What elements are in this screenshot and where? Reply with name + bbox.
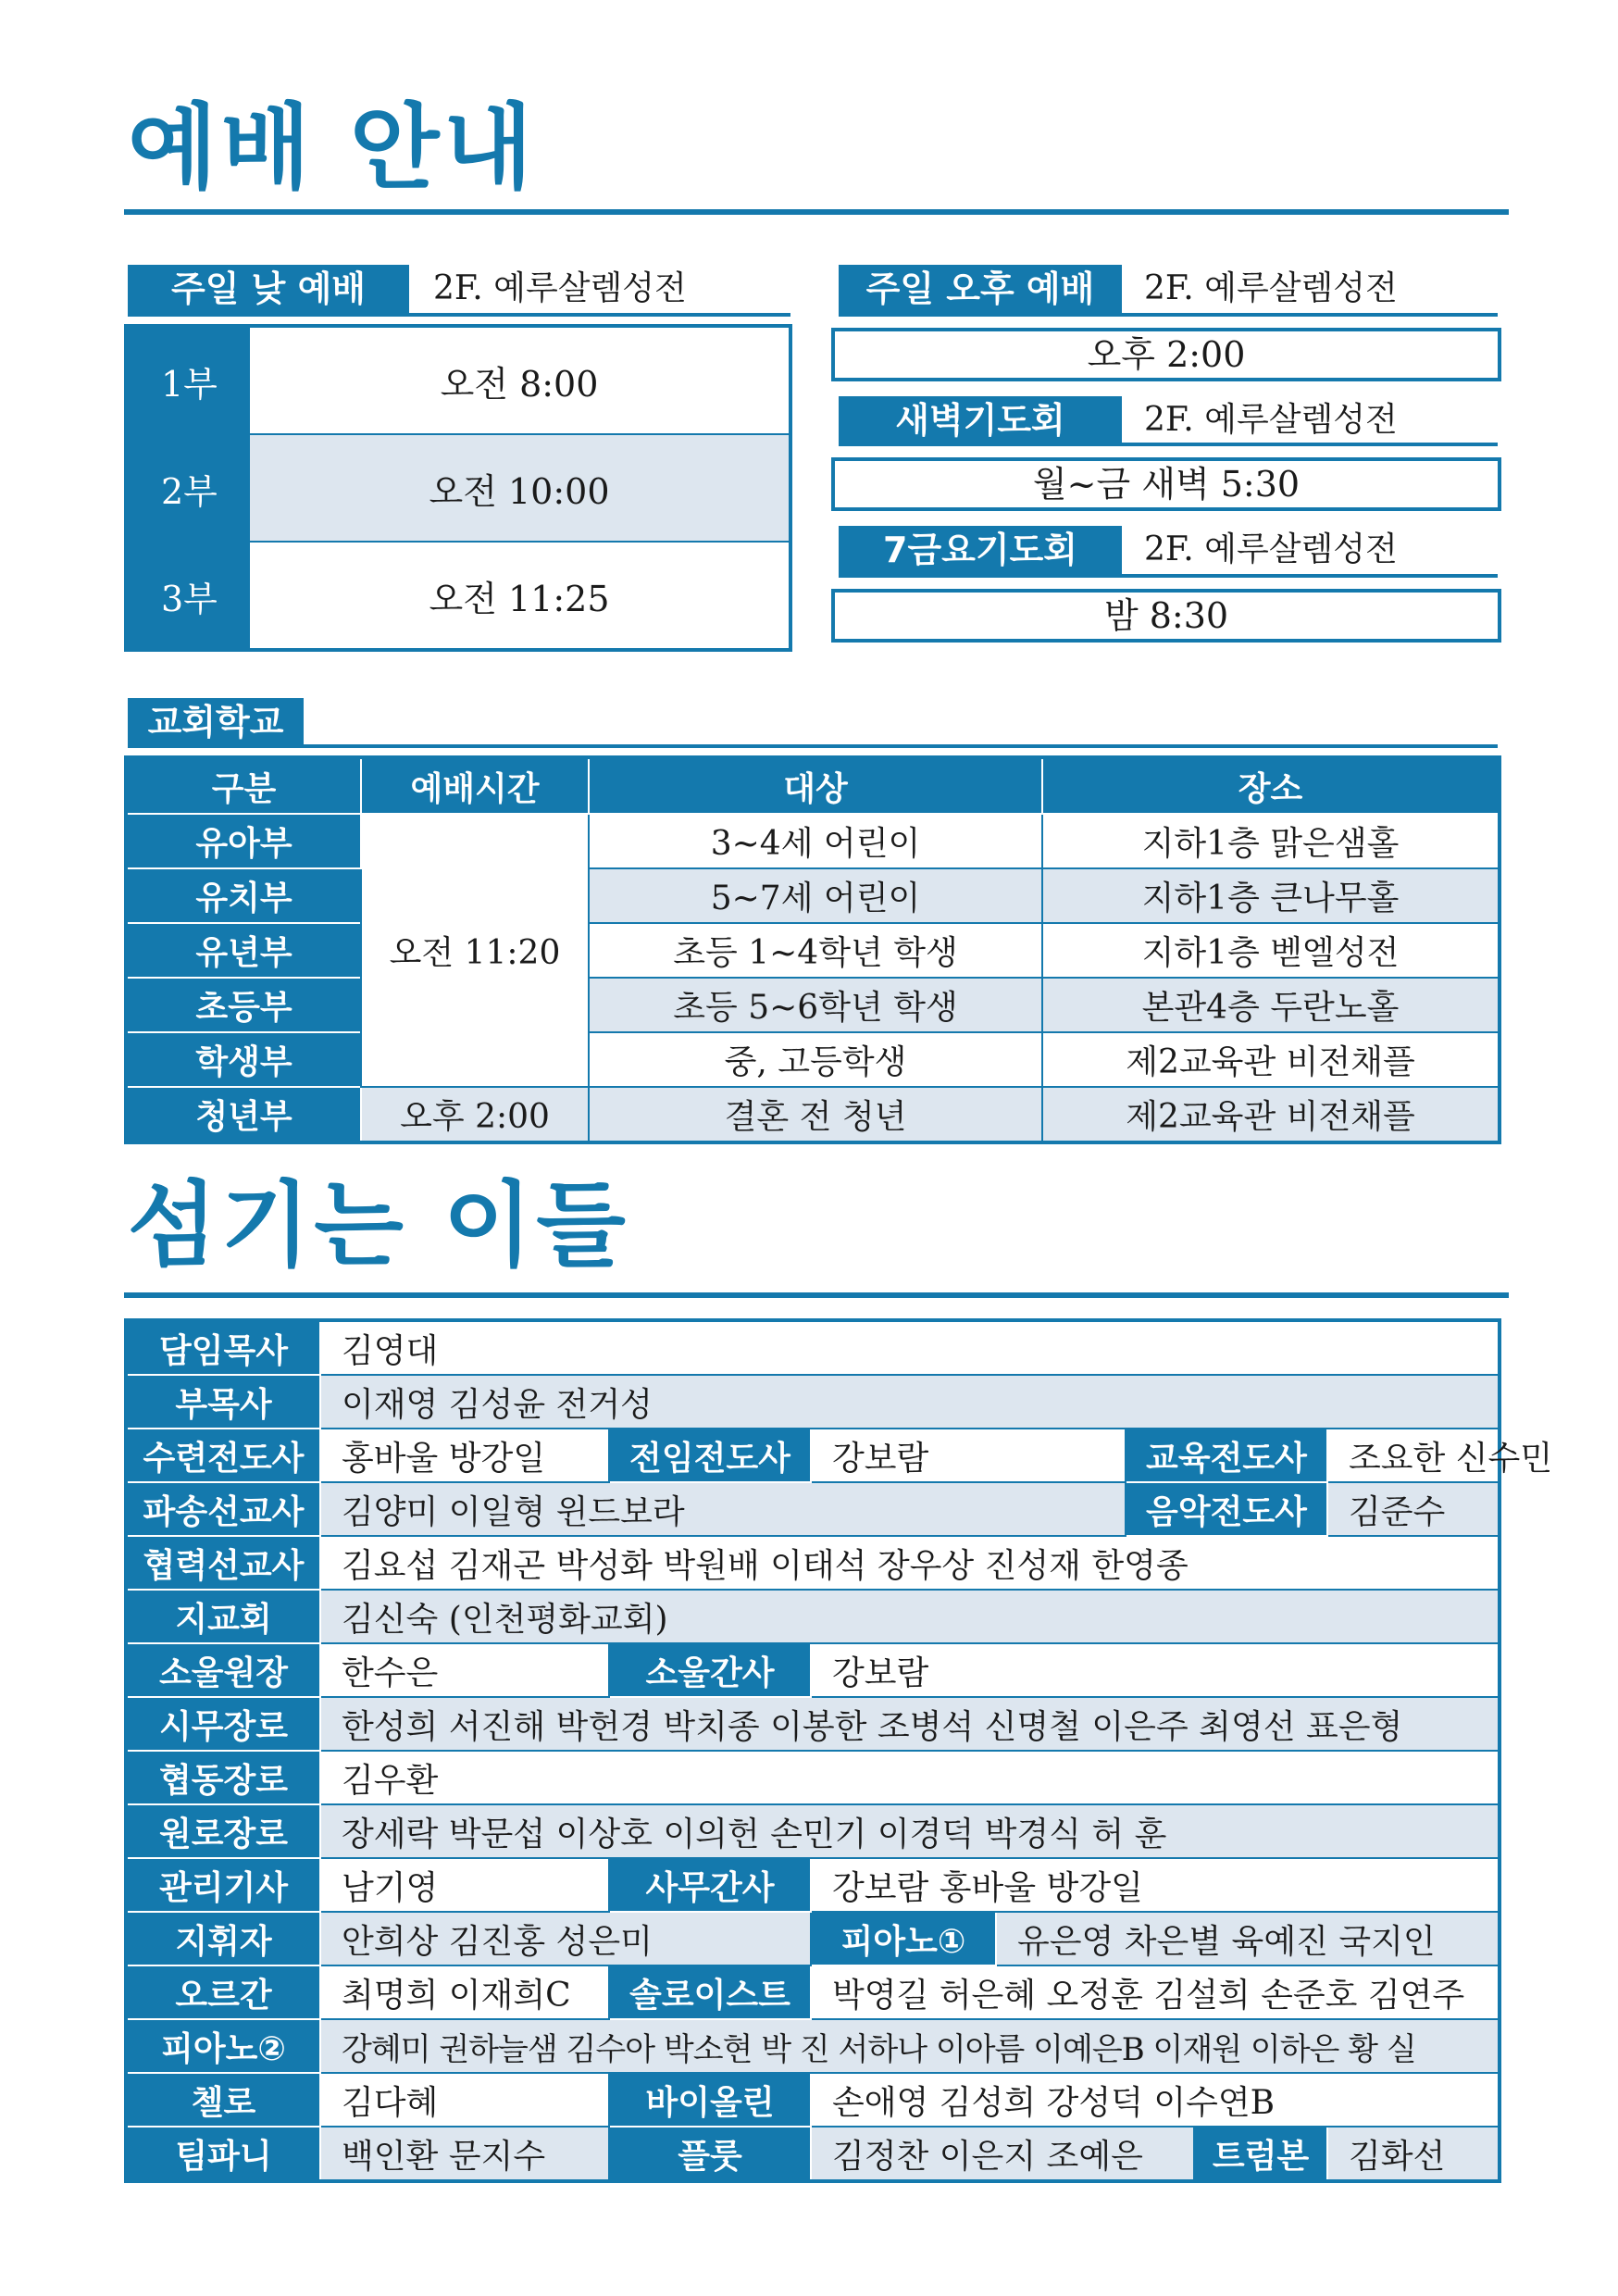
service-row — [126, 434, 790, 542]
role-names: 강보람 — [811, 1643, 1500, 1697]
school-row — [126, 868, 1500, 923]
school-place: 제2교육관 비전채플 — [1042, 1087, 1500, 1142]
school-time: 오전 11:20 — [361, 814, 589, 1087]
role-label: 지휘자 — [126, 1912, 320, 1965]
worship-title: 예배 안내 — [128, 94, 537, 202]
school-target: 5~7세 어린이 — [589, 868, 1042, 923]
sunday-day-table — [124, 324, 792, 652]
role-label: 첼로 — [126, 2073, 320, 2127]
header-time: 예배시간 — [361, 757, 589, 814]
role-names: 장세락 박문섭 이상호 이의헌 손민기 이경덕 박경식 허 훈 — [320, 1804, 1500, 1858]
servers-row — [126, 1858, 1500, 1912]
school-header-row — [126, 757, 1500, 814]
role-label: 시무장로 — [126, 1697, 320, 1751]
role-names: 남기영 — [320, 1858, 609, 1912]
sunday-pm-time: 오후 2:00 — [831, 328, 1501, 381]
header-place: 장소 — [1042, 757, 1500, 814]
role-label: 협동장로 — [126, 1751, 320, 1804]
role-names: 김양미 이일형 윈드보라 — [320, 1482, 1126, 1536]
role-label: 소울간사 — [609, 1643, 811, 1697]
school-dept: 학생부 — [126, 1032, 361, 1087]
role-label: 오르간 — [126, 1965, 320, 2019]
role-names: 안희상 김진홍 성은미 — [320, 1912, 811, 1965]
role-label: 팀파니 — [126, 2127, 320, 2181]
dawn-label: 새벽기도회 — [839, 396, 1122, 444]
servers-row — [126, 2019, 1500, 2073]
servers-row — [126, 1375, 1500, 1429]
service-part: 2부 — [126, 434, 249, 542]
sunday-pm-location: 2F. 예루살렘성전 — [1144, 269, 1398, 307]
servers-rule — [124, 1292, 1509, 1298]
friday-label: 7금요기도회 — [839, 526, 1122, 574]
servers-row — [126, 1912, 1500, 1965]
role-label: 관리기사 — [126, 1858, 320, 1912]
servers-row — [126, 2127, 1500, 2181]
friday-time: 밤 8:30 — [831, 589, 1501, 643]
role-label: 협력선교사 — [126, 1536, 320, 1590]
role-label: 부목사 — [126, 1375, 320, 1429]
dawn-time: 월~금 새벽 5:30 — [831, 457, 1501, 511]
friday-underline — [839, 574, 1498, 578]
role-names: 이재영 김성윤 전거성 — [320, 1375, 1500, 1429]
school-row — [126, 1087, 1500, 1142]
role-label: 교육전도사 — [1126, 1429, 1327, 1482]
school-underline — [128, 744, 1498, 748]
role-names: 박영길 허은혜 오정훈 김설희 손준호 김연주 — [811, 1965, 1500, 2019]
school-row — [126, 814, 1500, 868]
school-place: 지하1층 맑은샘홀 — [1042, 814, 1500, 868]
servers-row — [126, 1965, 1500, 2019]
servers-row — [126, 1536, 1500, 1590]
school-row — [126, 978, 1500, 1032]
service-part: 1부 — [126, 326, 249, 434]
role-label: 담임목사 — [126, 1320, 320, 1375]
role-names: 강보람 홍바울 방강일 — [811, 1858, 1500, 1912]
role-label: 피아노① — [811, 1912, 996, 1965]
role-names: 홍바울 방강일 — [320, 1429, 609, 1482]
header-dept: 구분 — [126, 757, 361, 814]
title-rule — [124, 209, 1509, 215]
role-label: 사무간사 — [609, 1858, 811, 1912]
role-label: 음악전도사 — [1126, 1482, 1327, 1536]
servers-row — [126, 1590, 1500, 1643]
dawn-underline — [839, 443, 1498, 446]
school-time: 오후 2:00 — [361, 1087, 589, 1142]
header-target: 대상 — [589, 757, 1042, 814]
role-label: 소울원장 — [126, 1643, 320, 1697]
servers-row — [126, 1697, 1500, 1751]
role-label: 원로장로 — [126, 1804, 320, 1858]
role-names: 한수은 — [320, 1643, 609, 1697]
sunday-day-label: 주일 낮 예배 — [128, 265, 409, 313]
role-label: 수련전도사 — [126, 1429, 320, 1482]
role-label: 파송선교사 — [126, 1482, 320, 1536]
school-dept: 초등부 — [126, 978, 361, 1032]
role-names: 김준수 — [1327, 1482, 1500, 1536]
role-names: 한성희 서진해 박헌경 박치종 이봉한 조병석 신명철 이은주 최영선 표은형 — [320, 1697, 1500, 1751]
servers-row — [126, 1429, 1500, 1482]
school-dept: 청년부 — [126, 1087, 361, 1142]
sunday-pm-underline — [839, 313, 1498, 317]
school-target: 중, 고등학생 — [589, 1032, 1042, 1087]
role-names: 손애영 김성희 강성덕 이수연B — [811, 2073, 1500, 2127]
role-names: 김요섭 김재곤 박성화 박원배 이태석 장우상 진성재 한영종 — [320, 1536, 1500, 1590]
service-time: 오전 11:25 — [249, 542, 790, 650]
school-dept: 유치부 — [126, 868, 361, 923]
role-names: 김정찬 이은지 조예은 — [811, 2127, 1194, 2181]
role-names: 김영대 — [320, 1320, 1500, 1375]
sunday-pm-label: 주일 오후 예배 — [839, 265, 1122, 313]
sunday-day-location: 2F. 예루살렘성전 — [433, 269, 687, 307]
school-target: 3~4세 어린이 — [589, 814, 1042, 868]
service-time: 오전 8:00 — [249, 326, 790, 434]
role-names: 조요한 신수민 — [1327, 1429, 1500, 1482]
role-names: 김우환 — [320, 1751, 1500, 1804]
role-label: 바이올린 — [609, 2073, 811, 2127]
school-table — [124, 755, 1501, 1144]
role-names: 강보람 — [811, 1429, 1126, 1482]
role-names: 김화선 — [1327, 2127, 1500, 2181]
school-place: 지하1층 벧엘성전 — [1042, 923, 1500, 978]
servers-row — [126, 2073, 1500, 2127]
school-label: 교회학교 — [128, 698, 304, 746]
role-label: 트럼본 — [1194, 2127, 1327, 2181]
dawn-location: 2F. 예루살렘성전 — [1144, 401, 1398, 439]
role-label: 전임전도사 — [609, 1429, 811, 1482]
service-time: 오전 10:00 — [249, 434, 790, 542]
school-row — [126, 923, 1500, 978]
school-target: 결혼 전 청년 — [589, 1087, 1042, 1142]
role-label: 지교회 — [126, 1590, 320, 1643]
servers-row — [126, 1320, 1500, 1375]
friday-location: 2F. 예루살렘성전 — [1144, 530, 1398, 568]
servers-row — [126, 1643, 1500, 1697]
service-row — [126, 326, 790, 434]
school-place: 제2교육관 비전채플 — [1042, 1032, 1500, 1087]
service-part: 3부 — [126, 542, 249, 650]
role-label: 피아노② — [126, 2019, 320, 2073]
role-names: 백인환 문지수 — [320, 2127, 609, 2181]
school-row — [126, 1032, 1500, 1087]
servers-row — [126, 1482, 1500, 1536]
role-names: 유은영 차은별 육예진 국지인 — [996, 1912, 1500, 1965]
sunday-day-underline — [128, 313, 790, 317]
servers-row — [126, 1751, 1500, 1804]
service-row — [126, 542, 790, 650]
servers-table — [124, 1318, 1553, 2183]
school-dept: 유년부 — [126, 923, 361, 978]
servers-title: 섬기는 이들 — [128, 1171, 629, 1279]
role-names: 강혜미 권하늘샘 김수아 박소현 박 진 서하나 이아름 이예은B 이재원 이하은 황 실 — [320, 2019, 1500, 2073]
role-names: 최명희 이재희C — [320, 1965, 609, 2019]
school-target: 초등 5~6학년 학생 — [589, 978, 1042, 1032]
role-label: 솔로이스트 — [609, 1965, 811, 2019]
role-names: 김다혜 — [320, 2073, 609, 2127]
school-target: 초등 1~4학년 학생 — [589, 923, 1042, 978]
school-place: 지하1층 큰나무홀 — [1042, 868, 1500, 923]
school-dept: 유아부 — [126, 814, 361, 868]
servers-row — [126, 1804, 1500, 1858]
role-names: 김신숙 (인천평화교회) — [320, 1590, 1500, 1643]
role-label: 플룻 — [609, 2127, 811, 2181]
school-place: 본관4층 두란노홀 — [1042, 978, 1500, 1032]
